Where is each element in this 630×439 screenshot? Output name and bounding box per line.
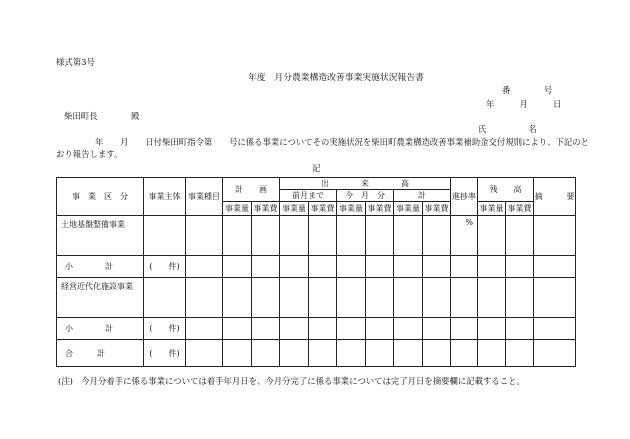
header-plan-qty: 事業量 xyxy=(223,202,252,216)
header-prev-cost: 事業費 xyxy=(309,202,337,216)
report-table xyxy=(56,177,576,367)
row-modernization: 経営近代化施設事業 xyxy=(57,278,144,318)
subtotal-count-1: ( 件) xyxy=(144,256,186,278)
header-total: 計 xyxy=(394,190,451,202)
header-prev-qty: 事業量 xyxy=(280,202,309,216)
note-text: (注) 今月分着手に係る事業については着手年月日を、今月分完了に係る事業については完了月日を摘要欄に記載すること。 xyxy=(58,376,525,386)
header-rem-qty: 事業量 xyxy=(478,202,506,216)
header-this-cost: 事業費 xyxy=(366,202,394,216)
name-label: 氏 名 xyxy=(478,124,537,134)
header-this-qty: 事業量 xyxy=(337,202,366,216)
header-total-qty: 事業量 xyxy=(394,202,423,216)
header-total-cost: 事業費 xyxy=(423,202,451,216)
header-progress: 進捗率 xyxy=(451,178,478,216)
row-land-improvement: 土地基盤整備事業 xyxy=(57,216,144,256)
subtotal-label-2: 小 計 xyxy=(57,318,144,340)
header-type: 事業種目 xyxy=(186,178,223,216)
header-this-month: 今 月 分 xyxy=(337,190,394,202)
subtotal-count-2: ( 件) xyxy=(144,318,186,340)
addressee: 柴田町長 殿 xyxy=(64,111,140,121)
header-remaining: 残 高 xyxy=(478,178,534,202)
header-plan: 計 画 xyxy=(223,178,280,202)
body-text-line2: おり報告します。 xyxy=(56,149,123,159)
number-label: 番 号 xyxy=(502,85,553,95)
subtotal-label-1: 小 計 xyxy=(57,256,144,278)
progress-percent: % xyxy=(451,216,478,256)
header-output: 出 来 高 xyxy=(280,178,451,190)
form-title: 年度 月分農業構造改善事業実施状況報告書 xyxy=(248,73,424,83)
header-entity: 事業主体 xyxy=(144,178,186,216)
date-label: 年 月 日 xyxy=(486,99,562,109)
header-rem-cost: 事業費 xyxy=(506,202,534,216)
ki-label: 記 xyxy=(312,163,321,173)
grand-total-count: ( 件) xyxy=(144,340,186,367)
grand-total-label: 合 計 xyxy=(57,340,144,367)
header-plan-cost: 事業費 xyxy=(252,202,280,216)
body-text-line1: 年 月 日付柴田町指令第 号に係る事業についてその実施状況を柴田町農業構造改善事業補助金交付規則により、下記のと xyxy=(95,137,589,147)
header-category: 事 業 区 分 xyxy=(57,178,144,216)
form-number: 様式第3号 xyxy=(56,57,95,67)
header-remarks: 摘 要 xyxy=(534,178,576,216)
header-prev-month: 前月まで xyxy=(280,190,337,202)
